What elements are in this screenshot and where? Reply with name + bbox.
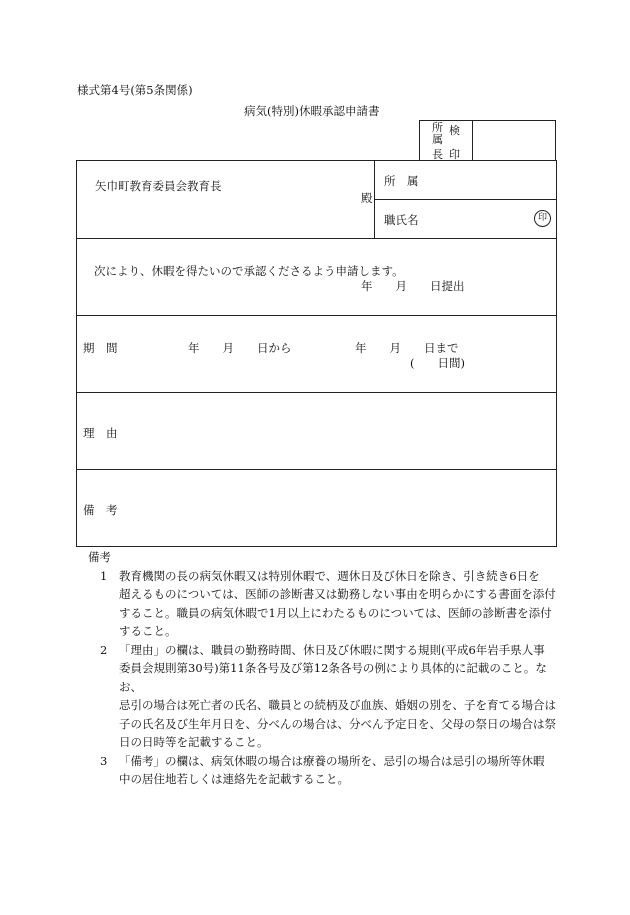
- period-to: 年 月 日まで: [355, 341, 459, 355]
- note-item: [88, 752, 558, 789]
- row-divider-3: [76, 392, 557, 393]
- note-item: [88, 641, 558, 752]
- note-number: 3: [100, 753, 108, 768]
- form-number: 様式第4号(第5条関係): [77, 83, 193, 97]
- period-days: ( 日間): [410, 356, 465, 370]
- shoku-shimei-label: 職氏名: [384, 213, 419, 227]
- stamp-label-cho: 長: [432, 148, 443, 161]
- note-number: 2: [100, 642, 108, 657]
- stamp-label-shozoku: 所属: [432, 121, 443, 146]
- note-item: [88, 567, 558, 641]
- addressee: 矢巾町教育委員会教育長: [95, 179, 222, 193]
- stamp-label-in: 印: [449, 148, 460, 161]
- note-line: 「備考」の欄は、病気休暇の場合は療養の場所を、忌引の場合は忌引の場所等休暇: [119, 753, 545, 768]
- note-line: 忌引の場合は死亡者の氏名、職員との続柄及び血族、婚姻の別を、子を育てる場合は: [119, 698, 556, 712]
- note-line: 超えるものについては、医師の診断書又は勤務しない事由を明らかにする書面を添付: [119, 587, 556, 601]
- notes-section: [88, 548, 558, 789]
- page-title: 病気(特別)休暇承認申請書: [244, 104, 380, 118]
- stamp-label-ken: 検: [449, 124, 460, 137]
- request-text: 次により、休暇を得たいので承認くださるよう申請します。: [94, 264, 404, 278]
- shozoku-label: 所 属: [384, 174, 419, 188]
- note-line: 中の居住地若しくは連絡先を記載すること。: [119, 772, 349, 786]
- form-table: [76, 160, 557, 547]
- note-line: 「理由」の欄は、職員の勤務時間、休日及び休暇に関する規則(平成6年岩手県人事: [119, 642, 545, 657]
- seal-icon: 印: [534, 210, 551, 227]
- note-line: 子の氏名及び生年月日を、分べんの場合は、分べん予定日を、父母の祭日の場合は祭: [119, 716, 556, 731]
- header-divider-horizontal: [374, 199, 557, 200]
- notes-title: 備考: [88, 550, 111, 564]
- note-line: 委員会規則第30号)第11条各号及び第12条各号の例により具体的に記載のこと。なお、: [119, 661, 547, 694]
- note-number: 1: [100, 568, 108, 583]
- submission-date: 年 月 日提出: [361, 279, 465, 293]
- remarks-label: 備 考: [83, 503, 118, 517]
- period-label: 期 間: [83, 341, 118, 355]
- note-line: すること。: [119, 624, 177, 638]
- stamp-box-divider: [472, 120, 473, 161]
- note-line: 教育機関の長の病気休暇又は特別休暇で、週休日及び休日を除き、引き続き6日を: [119, 568, 540, 583]
- row-divider-4: [76, 469, 557, 470]
- reason-label: 理 由: [83, 426, 118, 440]
- row-divider-1: [76, 238, 557, 239]
- note-line: すること。職員の病気休暇で1月以上にわたるものについては、医師の診断書を添付: [119, 605, 552, 620]
- row-divider-2: [76, 315, 557, 316]
- honorific: 殿: [361, 191, 373, 205]
- period-from: 年 月 日から: [188, 341, 292, 355]
- note-line: 日の日時等を記載すること。: [119, 735, 269, 749]
